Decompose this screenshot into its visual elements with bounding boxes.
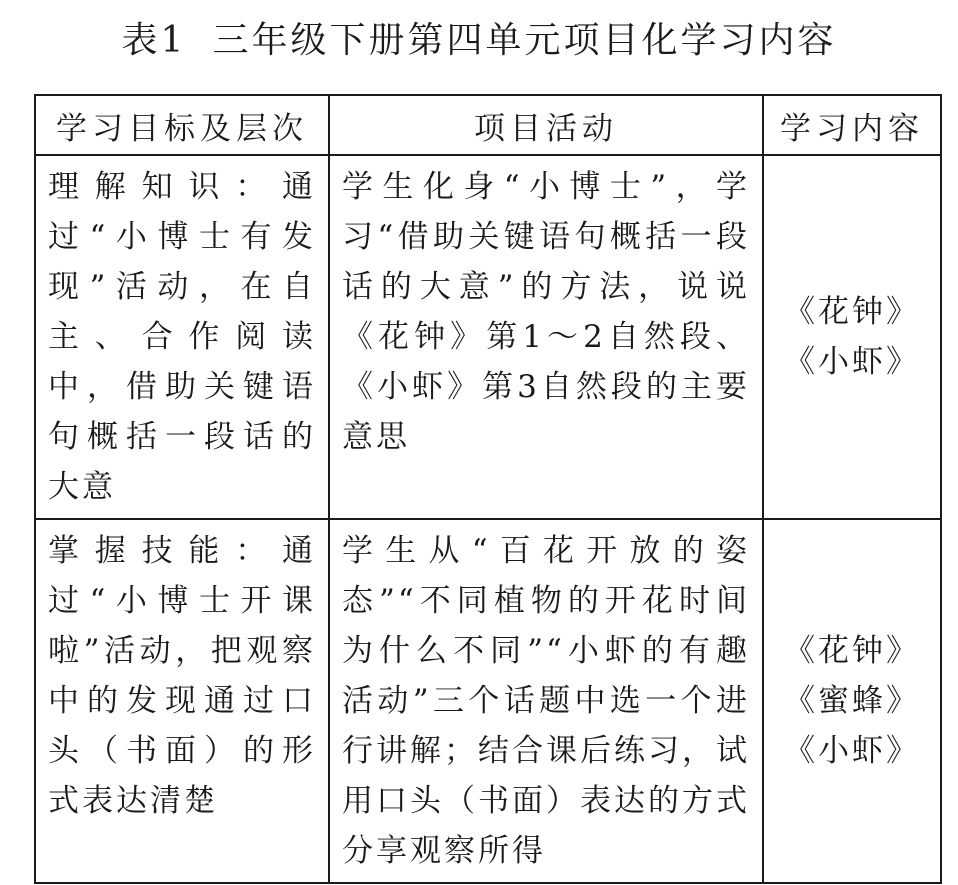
activity-cell: 学生从“百花开放的姿态”“不同植物的开花时间为什么不同”“小虾的有趣活动”三个话题中选一个进行讲解；结合课后练习，试用口头（书面）表达的方式分享观察所得 [329, 519, 763, 883]
goal-cell: 理解知识：通过“小博士有发现”活动，在自主、合作阅读中，借助关键语句概括一段话的大意 [35, 155, 329, 519]
table-row [35, 519, 941, 883]
activity-cell: 学生化身“小博士”，学习“借助关键语句概括一段话的大意”的方法，说说《花钟》第1～2自然段、《小虾》第3自然段的主要意思 [329, 155, 763, 519]
learning-content-table [34, 94, 942, 884]
content-item: 《花钟》 [784, 294, 920, 330]
table-caption [0, 12, 958, 63]
content-cell [763, 519, 941, 883]
table-title: 三年级下册第四单元项目化学习内容 [212, 20, 837, 61]
header-goal: 学习目标及层次 [35, 95, 329, 155]
header-activity: 项目活动 [329, 95, 763, 155]
content-item: 《花钟》 [784, 633, 920, 669]
content-item: 《小虾》 [784, 344, 920, 380]
content-item: 《蜜蜂》 [784, 683, 920, 719]
content-cell [763, 155, 941, 519]
header-row [35, 95, 941, 155]
table-row [35, 155, 941, 519]
goal-cell: 掌握技能：通过“小博士开课啦”活动，把观察中的发现通过口头（书面）的形式表达清楚 [35, 519, 329, 883]
content-item: 《小虾》 [784, 733, 920, 769]
table-number: 表1 [121, 20, 187, 61]
header-content: 学习内容 [763, 95, 941, 155]
